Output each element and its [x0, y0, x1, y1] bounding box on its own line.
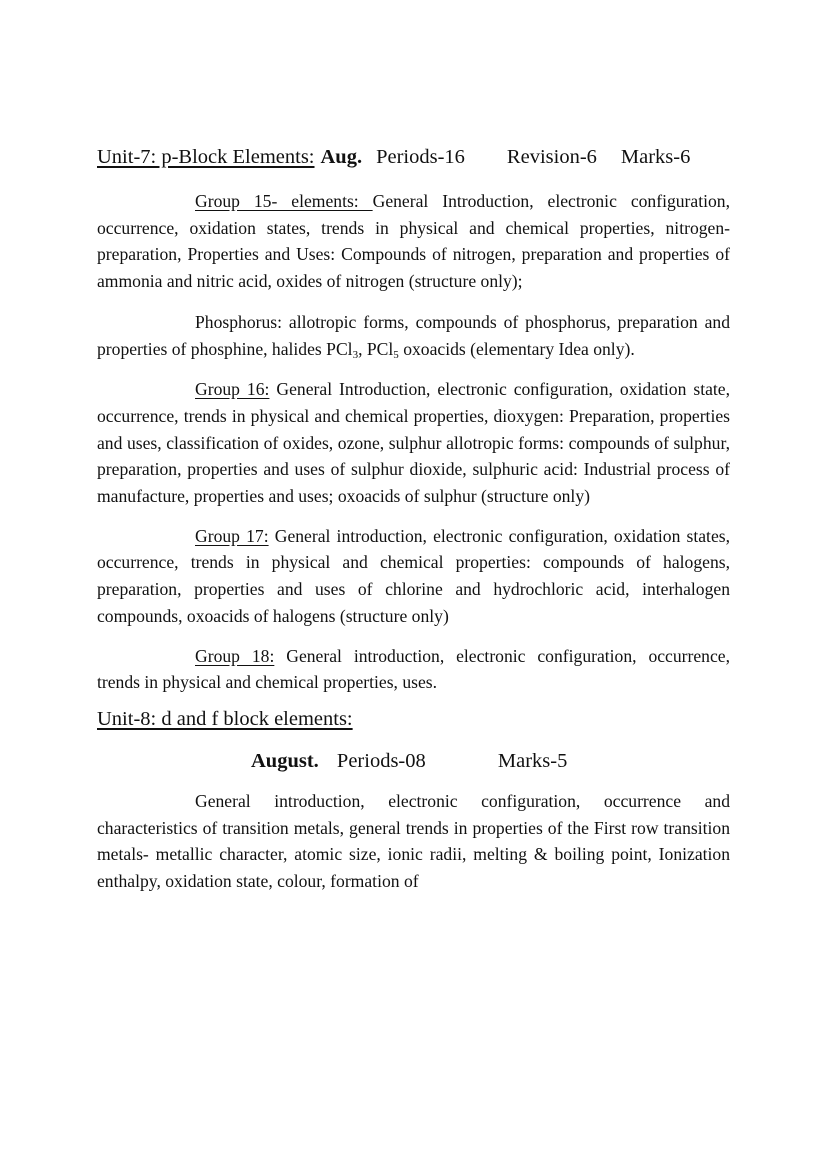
- group16-paragraph: [97, 376, 730, 510]
- unit8-title: Unit-8: d and f block elements:: [97, 707, 353, 730]
- unit7-title: Unit-7: p-Block Elements:: [97, 146, 315, 168]
- group16-label: Group 16:: [195, 379, 270, 400]
- phosphorus-mid: , PCl: [358, 338, 394, 359]
- group18-text: General introduction, electronic configuration, occurrence, trends in physical and chemical properties, uses.: [97, 645, 730, 693]
- group17-label: Group 17:: [195, 525, 269, 546]
- unit7-heading: [97, 142, 730, 172]
- group17-text: General introduction, electronic configuration, oxidation states, occurrence, trends in physical and chemical properties: compounds of halogens, preparation, properties and uses of chlorine and hydrochloric acid, interhalogen compounds, oxoacids of halogens (structure only): [97, 525, 730, 626]
- phosphorus-text: Phosphorus: allotropic forms, compounds of phosphorus, preparation and properties of phosphine, halides PCl: [97, 311, 730, 359]
- unit8-periods: Periods-08: [336, 749, 426, 772]
- unit8-intro-paragraph: [97, 788, 730, 895]
- unit8-month: August.: [251, 749, 319, 772]
- document-page: [97, 142, 730, 895]
- group15-paragraph: [97, 188, 730, 295]
- group15-text: General Introduction, electronic configuration, occurrence, oxidation states, trends in physical and chemical properties, nitrogen-preparation, Properties and Uses: Compounds of nitrogen, preparation and properties of ammonia and nitric acid, oxides of nitrogen (structure only);: [97, 191, 730, 292]
- group18-label: Group 18:: [195, 645, 275, 666]
- group16-text: General Introduction, electronic configuration, oxidation state, occurrence, trends in physical and chemical properties, dioxygen: Preparation, properties and uses, classification of oxides, ozone, sulphur allotropic forms: compounds of sulphur, preparation, properties and uses of sulphur dioxide, sulphuric acid: Industrial process of manufacture, properties and uses; oxoacids of sulphur (structure only): [97, 379, 730, 507]
- group15-label: Group 15- elements:: [195, 191, 373, 211]
- unit7-month: Aug.: [320, 146, 363, 168]
- pcl5-subscript: 5: [393, 348, 399, 361]
- unit8-meta: [97, 746, 730, 776]
- unit7-marks: Marks-6: [620, 146, 691, 168]
- phosphorus-paragraph: [97, 309, 730, 362]
- unit7-revision: Revision-6: [506, 146, 597, 168]
- pcl3-subscript: 3: [352, 348, 359, 361]
- unit8-heading: [97, 704, 730, 734]
- phosphorus-end: oxoacids (elementary Idea only).: [398, 338, 635, 359]
- group18-paragraph: [97, 643, 730, 696]
- unit8-intro-text: General introduction, electronic configuration, occurrence and characteristics of transition metals, general trends in properties of the First row transition metals- metallic character, atomic size, ionic radii, melting & boiling point, Ionization enthalpy, oxidation state, colour, formation of: [97, 790, 730, 892]
- group17-paragraph: [97, 523, 730, 630]
- unit8-marks: Marks-5: [497, 749, 568, 772]
- unit7-periods: Periods-16: [376, 146, 465, 168]
